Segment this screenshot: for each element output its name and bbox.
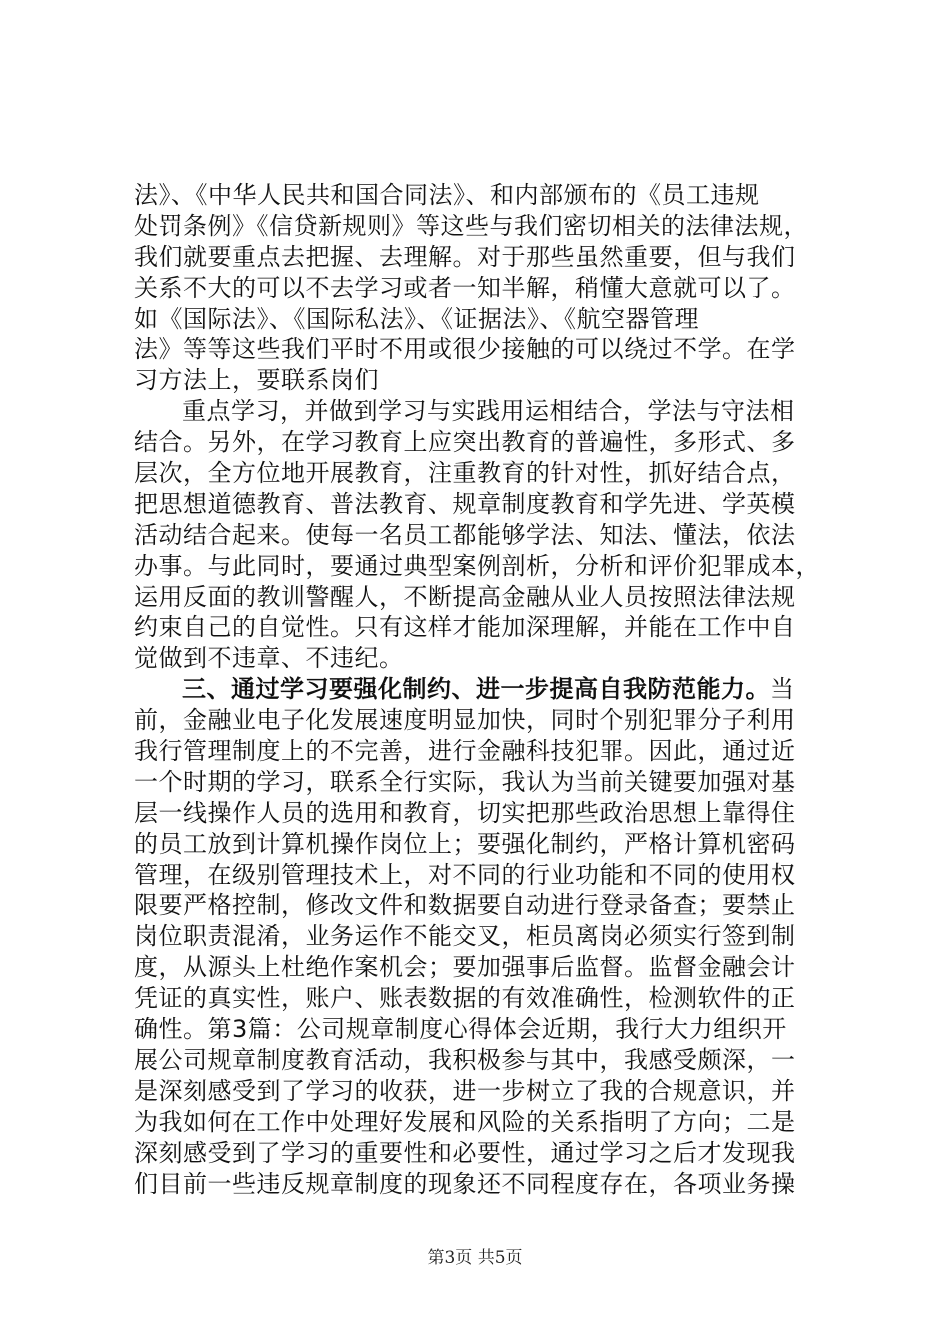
text-line: 我们就要重点去把握、去理解。对于那些虽然重要，但与我们 <box>134 242 796 271</box>
text-line: 把思想道德教育、普法教育、规章制度教育和学先进、学英模 <box>134 489 796 518</box>
text-line: 处罚条例》《信贷新规则》等这些与我们密切相关的法律法规， <box>134 211 808 240</box>
page-number-footer: 第3页 共5页 <box>427 1248 523 1268</box>
text-line: 层次，全方位地开展教育，注重教育的针对性，抓好结合点， <box>134 459 796 488</box>
text-line: 展公司规章制度教育活动，我积极参与其中，我感受颇深，一 <box>134 1045 796 1074</box>
text-line: 们目前一些违反规章制度的现象还不同程度存在，各项业务操 <box>134 1169 796 1198</box>
text-line: 的员工放到计算机操作岗位上；要强化制约，严格计算机密码 <box>134 829 796 858</box>
text-line: 重点学习，并做到学习与实践用运相结合，学法与守法相 <box>182 397 795 426</box>
text-line: 活动结合起来。使每一名员工都能够学法、知法、懂法，依法 <box>134 520 796 549</box>
text-line: 运用反面的教训警醒人，不断提高金融从业人员按照法律法规 <box>134 582 796 611</box>
text-line: 为我如何在工作中处理好发展和风险的关系指明了方向；二是 <box>134 1107 796 1136</box>
text-line: 一个时期的学习，联系全行实际，我认为当前关键要加强对基 <box>134 767 796 796</box>
text-line: 关系不大的可以不去学习或者一知半解，稍懂大意就可以了。 <box>134 273 796 302</box>
text-line: 前，金融业电子化发展速度明显加快，同时个别犯罪分子利用 <box>134 706 796 735</box>
text-line: 岗位职责混淆，业务运作不能交叉，柜员离岗必须实行签到制 <box>134 922 796 951</box>
text-line: 习方法上，要联系岗们 <box>134 366 379 395</box>
text-line: 法》、《中华人民共和国合同法》、和内部颁布的《员工违规 <box>134 181 760 209</box>
text-line: 层一线操作人员的选用和教育，切实把那些政治思想上靠得住 <box>134 798 796 827</box>
section-heading: 三、通过学习要强化制约、进一步提高自我防范能力。 <box>182 675 770 704</box>
section-heading-tail: 当 <box>770 675 795 704</box>
text-line: 法》等等这些我们平时不用或很少接触的可以绕过不学。在学 <box>134 335 796 364</box>
text-line: 凭证的真实性，账户、账表数据的有效准确性，检测软件的正 <box>134 984 796 1013</box>
text-line: 我行管理制度上的不完善，进行金融科技犯罪。因此，通过近 <box>134 737 796 766</box>
text-line: 确性。第3篇：公司规章制度心得体会近期，我行大力组织开 <box>134 1015 787 1044</box>
section-heading-line <box>134 674 834 705</box>
text-line: 办事。与此同时，要通过典型案例剖析，分析和评价犯罪成本， <box>134 551 820 580</box>
text-line: 限要严格控制，修改文件和数据要自动进行登录备查；要禁止 <box>134 891 796 920</box>
text-line: 觉做到不违章、不违纪。 <box>134 644 404 673</box>
text-line: 深刻感受到了学习的重要性和必要性，通过学习之后才发现我 <box>134 1138 796 1167</box>
text-line: 结合。另外，在学习教育上应突出教育的普遍性，多形式、多 <box>134 428 796 457</box>
text-line: 约束自己的自觉性。只有这样才能加深理解，并能在工作中自 <box>134 613 796 642</box>
document-body <box>134 180 834 1199</box>
text-line: 管理，在级别管理技术上，对不同的行业功能和不同的使用权 <box>134 860 796 889</box>
text-line: 度，从源头上杜绝作案机会；要加强事后监督。监督金融会计 <box>134 953 796 982</box>
text-line: 是深刻感受到了学习的收获，进一步树立了我的合规意识，并 <box>134 1076 796 1105</box>
text-line: 如《国际法》、《国际私法》、《证据法》、《航空器管理 <box>134 304 699 333</box>
